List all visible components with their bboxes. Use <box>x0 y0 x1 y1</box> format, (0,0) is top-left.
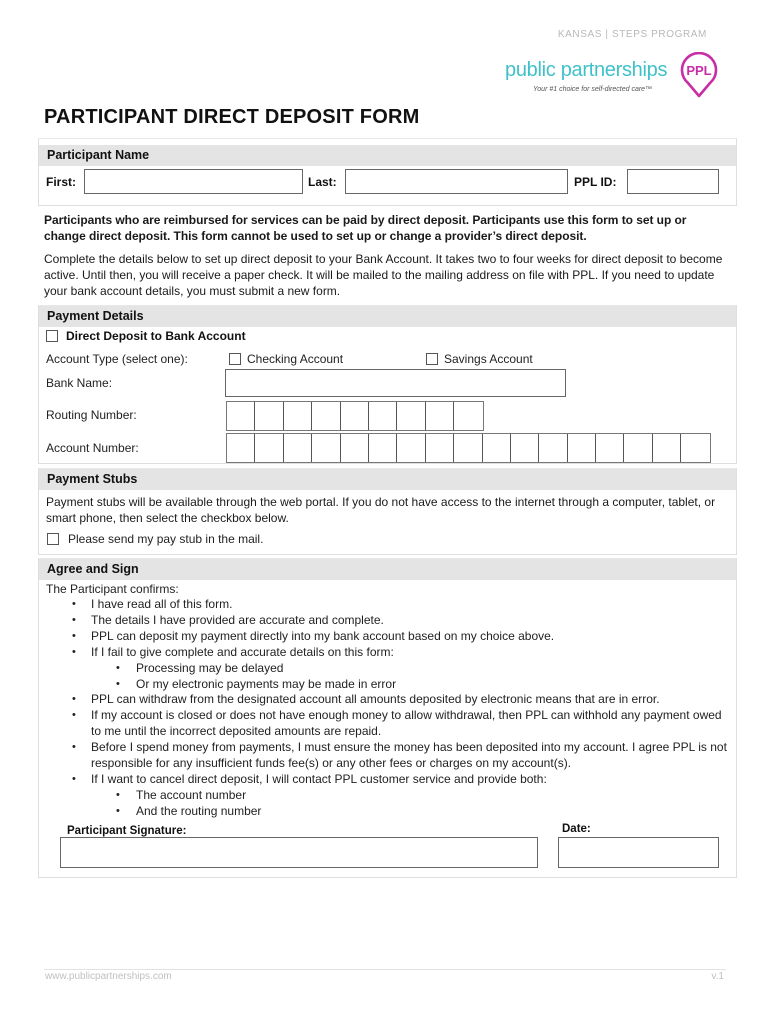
section-heading: Payment Details <box>39 306 736 327</box>
list-subitem: • And the routing number <box>72 804 732 820</box>
list-item: • Before I spend money from payments, I must ensure the money has been deposited into my account. I agree PPL is not responsible for any insufficient funds fee(s) or any other fees or charges on my account(s). <box>72 740 732 772</box>
footer-divider <box>44 969 726 970</box>
routing-digit-box[interactable] <box>227 402 255 430</box>
account-digit-box[interactable] <box>255 434 283 462</box>
last-name-field[interactable] <box>345 169 568 194</box>
routing-digit-box[interactable] <box>369 402 397 430</box>
account-digit-box[interactable] <box>454 434 482 462</box>
account-digit-box[interactable] <box>511 434 539 462</box>
routing-digit-box[interactable] <box>312 402 340 430</box>
confirmation-list <box>72 597 732 820</box>
logo-wordmark: public partnerships <box>505 59 668 81</box>
routing-digit-box[interactable] <box>426 402 454 430</box>
list-subitem: • Processing may be delayed <box>72 661 732 677</box>
savings-account-label: Savings Account <box>444 352 533 366</box>
direct-deposit-checkbox[interactable] <box>46 330 58 342</box>
account-digit-box[interactable] <box>284 434 312 462</box>
payment-stubs-description: Payment stubs will be available through the web portal. If you do not have access to the internet through a computer, tablet, or smart phone, then select the checkbox below. <box>46 495 716 525</box>
ppl-id-field[interactable] <box>627 169 719 194</box>
routing-number-label: Routing Number: <box>46 408 137 422</box>
account-type-label: Account Type (select one): <box>46 352 188 366</box>
mail-paystub-checkbox[interactable] <box>47 533 59 545</box>
account-digit-box[interactable] <box>653 434 681 462</box>
account-digit-box[interactable] <box>341 434 369 462</box>
account-digit-box[interactable] <box>624 434 652 462</box>
account-number-label: Account Number: <box>46 441 139 455</box>
direct-deposit-label: Direct Deposit to Bank Account <box>66 329 246 343</box>
account-digit-box[interactable] <box>596 434 624 462</box>
account-digit-box[interactable] <box>568 434 596 462</box>
confirms-intro: The Participant confirms: <box>46 582 179 596</box>
program-label: KANSAS | STEPS PROGRAM <box>557 29 707 40</box>
account-digit-box[interactable] <box>312 434 340 462</box>
list-item: • If I want to cancel direct deposit, I will contact PPL customer service and provide both: <box>72 772 732 788</box>
footer-version: v.1 <box>711 971 724 982</box>
first-name-field[interactable] <box>84 169 303 194</box>
account-digit-box[interactable] <box>539 434 567 462</box>
date-label: Date: <box>562 823 591 835</box>
bank-name-field[interactable] <box>225 369 566 397</box>
svg-text:PPL: PPL <box>686 63 712 78</box>
list-item: • I have read all of this form. <box>72 597 732 613</box>
list-item: • If I fail to give complete and accurate details on this form: <box>72 645 732 661</box>
account-number-boxes[interactable] <box>226 433 711 463</box>
ppl-logo <box>505 52 720 100</box>
section-heading: Agree and Sign <box>39 559 736 580</box>
page-title: PARTICIPANT DIRECT DEPOSIT FORM <box>44 106 420 128</box>
checking-account-label: Checking Account <box>247 352 344 366</box>
signature-field[interactable] <box>60 837 538 868</box>
account-digit-box[interactable] <box>483 434 511 462</box>
ppl-id-label: PPL ID: <box>574 175 617 189</box>
logo-tagline: Your #1 choice for self-directed care™ <box>533 86 653 93</box>
list-item: • The details I have provided are accurate and complete. <box>72 613 732 629</box>
routing-digit-box[interactable] <box>454 402 482 430</box>
routing-digit-box[interactable] <box>397 402 425 430</box>
signature-label: Participant Signature: <box>67 825 187 837</box>
savings-account-checkbox[interactable] <box>426 353 438 365</box>
list-item: • PPL can withdraw from the designated account all amounts deposited by electronic means that are in error. <box>72 692 732 708</box>
list-subitem: • The account number <box>72 788 732 804</box>
checking-account-checkbox[interactable] <box>229 353 241 365</box>
section-heading: Participant Name <box>39 145 736 166</box>
date-field[interactable] <box>558 837 719 868</box>
routing-digit-box[interactable] <box>255 402 283 430</box>
section-heading: Payment Stubs <box>39 469 736 490</box>
account-digit-box[interactable] <box>426 434 454 462</box>
list-subitem: • Or my electronic payments may be made in error <box>72 677 732 693</box>
routing-digit-box[interactable] <box>341 402 369 430</box>
bank-name-label: Bank Name: <box>46 376 113 390</box>
routing-number-boxes[interactable] <box>226 401 484 431</box>
footer-website: www.publicpartnerships.com <box>45 971 172 982</box>
mail-paystub-label: Please send my pay stub in the mail. <box>68 532 264 546</box>
account-digit-box[interactable] <box>681 434 709 462</box>
first-name-label: First: <box>46 175 76 189</box>
account-digit-box[interactable] <box>369 434 397 462</box>
account-digit-box[interactable] <box>397 434 425 462</box>
intro-bold-paragraph: Participants who are reimbursed for services can be paid by direct deposit. Participants use this form to set up or change direct deposit. This form cannot be used to set up or change a provider’s direct deposit. <box>44 213 687 243</box>
ppl-pin-icon <box>679 52 719 98</box>
list-item: • PPL can deposit my payment directly into my bank account based on my choice above. <box>72 629 732 645</box>
intro-paragraph: Complete the details below to set up direct deposit to your Bank Account. It takes two to four weeks for direct deposit to become active. Until then, you will receive a paper check. It will be mailed to the mailing address on file with PPL. If you need to update your bank account details, you must submit a new form. <box>44 252 723 298</box>
list-item: • If my account is closed or does not have enough money to allow withdrawal, then PPL can withhold any payment owed to me until the incorrect deposited amounts are repaid. <box>72 708 732 740</box>
routing-digit-box[interactable] <box>284 402 312 430</box>
account-digit-box[interactable] <box>227 434 255 462</box>
last-name-label: Last: <box>308 175 337 189</box>
